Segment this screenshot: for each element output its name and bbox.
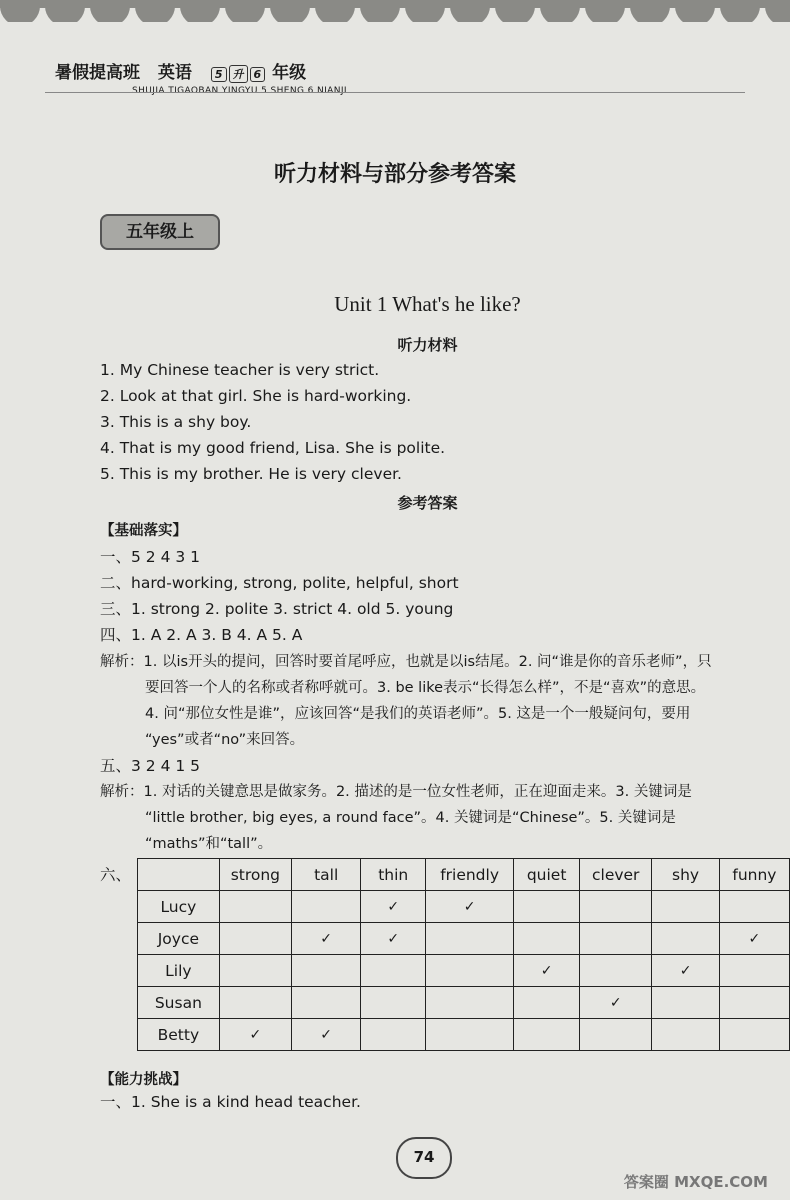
mark-cell	[514, 1019, 580, 1051]
answer-q4: 四、1. A 2. A 3. B 4. A 5. A	[100, 626, 303, 644]
mark-cell: ✓	[652, 955, 720, 987]
mark-cell	[514, 891, 580, 923]
mark-cell	[361, 955, 426, 987]
table-row	[138, 955, 790, 987]
grade-to-box: 6	[250, 67, 266, 82]
table-row	[138, 1019, 790, 1051]
listening-line-5: 5. This is my brother. He is very clever.	[100, 465, 402, 483]
mark-cell	[361, 987, 426, 1019]
header-rule	[45, 92, 745, 93]
mark-cell	[291, 987, 360, 1019]
watermark: 答案圈 MXQE.COM	[623, 1173, 768, 1191]
mark-cell	[426, 955, 514, 987]
table-header-cell: tall	[291, 859, 360, 891]
challenge-answer-1: 一、1. She is a kind head teacher.	[100, 1093, 361, 1111]
mark-cell: ✓	[291, 923, 360, 955]
answer-q5: 五、3 2 4 1 5	[100, 757, 201, 775]
answer-q6-label: 六、	[100, 866, 132, 884]
header-subject: 英语	[157, 63, 192, 83]
mark-cell	[580, 923, 652, 955]
table-header-cell: funny	[719, 859, 789, 891]
table-header-cell: thin	[361, 859, 426, 891]
header-grade-suffix: 年级	[272, 63, 307, 83]
mark-cell	[291, 891, 360, 923]
mark-cell	[361, 1019, 426, 1051]
header-pinyin: SHUJIA TIGAOBAN YINGYU 5 SHENG 6 NIANJI	[132, 86, 347, 96]
listening-line-4: 4. That is my good friend, Lisa. She is polite.	[100, 439, 446, 457]
explanation-1-line-3: 4. 问“那位女性是谁”，应该回答“是我们的英语老师”。5. 这是一个一般疑问句，要用	[145, 706, 691, 722]
listening-line-1: 1. My Chinese teacher is very strict.	[100, 361, 380, 379]
mark-cell	[580, 1019, 652, 1051]
mark-cell	[652, 987, 720, 1019]
explanation-1-line-2: 要回答一个人的名称或者称呼就可。3. be like表示“长得怎么样”，不是“喜欢”的意思。	[145, 680, 706, 696]
row-name: Lily	[138, 955, 220, 987]
section-challenge: 【能力挑战】	[100, 1072, 187, 1088]
explanation-1-line-4: “yes”或者“no”来回答。	[145, 732, 305, 748]
mark-cell: ✓	[719, 923, 789, 955]
mark-cell: ✓	[361, 923, 426, 955]
answers-heading: 参考答案	[397, 494, 458, 512]
row-name: Lucy	[138, 891, 220, 923]
mark-cell	[719, 955, 789, 987]
mark-cell: ✓	[514, 955, 580, 987]
explanation-2-line-3: “maths”和“tall”。	[145, 836, 273, 852]
table-header-cell	[138, 859, 220, 891]
listening-heading: 听力材料	[397, 336, 458, 354]
mark-cell	[219, 923, 291, 955]
adjective-table	[137, 858, 790, 1051]
row-name: Joyce	[138, 923, 220, 955]
row-name: Betty	[138, 1019, 220, 1051]
mark-cell: ✓	[361, 891, 426, 923]
answer-q3: 三、1. strong 2. polite 3. strict 4. old 5. young	[100, 600, 454, 618]
mark-cell	[580, 955, 652, 987]
mark-cell	[652, 923, 720, 955]
page-number: 74	[396, 1137, 452, 1179]
table-header-cell: clever	[580, 859, 652, 891]
table-header-cell: shy	[652, 859, 720, 891]
answer-q2: 二、hard-working, strong, polite, helpful, short	[100, 574, 459, 592]
mark-cell	[652, 1019, 720, 1051]
mark-cell: ✓	[219, 1019, 291, 1051]
grade-mid-box: 升	[229, 65, 248, 83]
header-title	[55, 58, 347, 83]
mark-cell	[514, 987, 580, 1019]
grade-from-box: 5	[211, 67, 227, 82]
answer-q1: 一、5 2 4 3 1	[100, 548, 201, 566]
scalloped-top-border	[0, 0, 790, 22]
listening-line-3: 3. This is a shy boy.	[100, 413, 252, 431]
mark-cell	[580, 891, 652, 923]
explanation-2-line-1: 解析：1. 对话的关键意思是做家务。2. 描述的是一位女性老师，正在迎面走来。3. 关键词是	[100, 784, 692, 800]
explanation-1-line-1: 解析：1. 以is开头的提问，回答时要首尾呼应，也就是以is结尾。2. 问“谁是你的音乐老师”，只	[100, 654, 712, 670]
mark-cell	[719, 1019, 789, 1051]
page-title: 听力材料与部分参考答案	[273, 162, 516, 187]
explanation-2-line-2: “little brother, big eyes, a round face”。4. 关键词是“Chinese”。5. 关键词是	[145, 810, 676, 826]
table-header-cell: quiet	[514, 859, 580, 891]
mark-cell	[719, 987, 789, 1019]
mark-cell: ✓	[291, 1019, 360, 1051]
mark-cell	[291, 955, 360, 987]
table-row	[138, 923, 790, 955]
book-header	[55, 58, 347, 96]
table-header-row	[138, 859, 790, 891]
mark-cell	[426, 987, 514, 1019]
mark-cell	[719, 891, 789, 923]
section-basic: 【基础落实】	[100, 523, 187, 539]
mark-cell	[426, 1019, 514, 1051]
grade-tag: 五年级上	[100, 214, 220, 250]
table-header-cell: strong	[219, 859, 291, 891]
mark-cell	[426, 923, 514, 955]
listening-line-2: 2. Look at that girl. She is hard-working.	[100, 387, 412, 405]
unit-title: Unit 1 What's he like?	[334, 292, 521, 316]
mark-cell	[219, 955, 291, 987]
table-header-cell: friendly	[426, 859, 514, 891]
mark-cell	[652, 891, 720, 923]
table-row	[138, 891, 790, 923]
mark-cell	[514, 923, 580, 955]
table-row	[138, 987, 790, 1019]
mark-cell	[219, 987, 291, 1019]
header-series: 暑假提高班	[55, 63, 140, 83]
mark-cell	[219, 891, 291, 923]
mark-cell: ✓	[580, 987, 652, 1019]
row-name: Susan	[138, 987, 220, 1019]
mark-cell: ✓	[426, 891, 514, 923]
